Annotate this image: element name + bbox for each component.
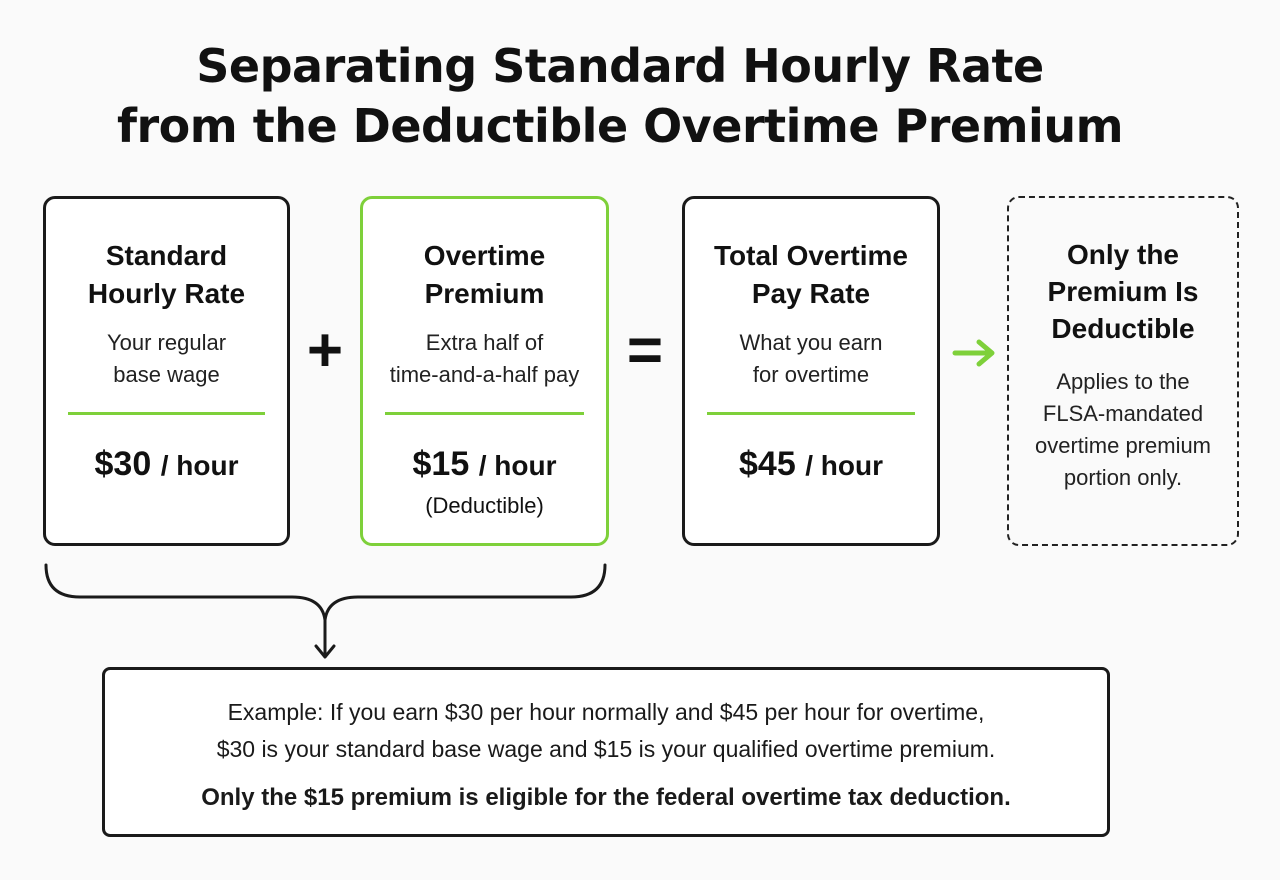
card-desc-line: for overtime xyxy=(752,362,870,387)
amount: $30 xyxy=(94,445,152,483)
card-title-line: Total Overtime xyxy=(714,240,908,271)
arrow-down-icon xyxy=(316,618,334,657)
card-desc-line: time-and-a-half pay xyxy=(389,362,580,387)
card-desc-line: Applies to the xyxy=(1056,369,1190,394)
unit: / hour xyxy=(805,450,883,481)
equals-sign: = xyxy=(626,316,664,385)
arrow-right-icon xyxy=(955,342,992,364)
card-desc-line: base wage xyxy=(113,362,220,387)
card-desc-line: overtime premium xyxy=(1034,433,1212,458)
card-desc-line: Extra half of xyxy=(425,330,544,355)
amount: $45 xyxy=(739,445,796,483)
card-title-line: Pay Rate xyxy=(751,278,871,309)
card-desc-line: What you earn xyxy=(739,330,883,355)
example-conclusion: Only the $15 premium is eligible for the federal overtime tax deduction. xyxy=(201,784,1011,811)
card-title-line: Premium xyxy=(424,278,545,309)
plus-sign: + xyxy=(306,316,344,385)
card-title-line: Only the xyxy=(1066,239,1179,270)
unit: / hour xyxy=(160,450,239,481)
card-title-line: Deductible xyxy=(1051,313,1195,344)
example-line-1: Example: If you earn $30 per hour normally and $45 per hour for overtime, xyxy=(227,699,985,725)
deductible-note: (Deductible) xyxy=(425,493,544,518)
card-title-line: Hourly Rate xyxy=(87,278,246,309)
unit: / hour xyxy=(478,450,557,481)
title-line-1: Separating Standard Hourly Rate xyxy=(196,39,1044,93)
card-desc-line: FLSA-mandated xyxy=(1042,401,1204,426)
card-title-line: Standard xyxy=(105,240,228,271)
example-line-2: $30 is your standard base wage and $15 is your qualified overtime premium. xyxy=(216,736,996,762)
card-desc-line: Your regular xyxy=(106,330,227,355)
card-title-line: Premium Is xyxy=(1047,276,1199,307)
curly-brace-icon xyxy=(46,565,605,620)
card-title-line: Overtime xyxy=(423,240,546,271)
title-line-2: from the Deductible Overtime Premium xyxy=(116,99,1124,153)
card-desc-line: portion only. xyxy=(1063,465,1183,490)
amount: $15 xyxy=(412,445,470,483)
example-box xyxy=(102,667,1110,837)
